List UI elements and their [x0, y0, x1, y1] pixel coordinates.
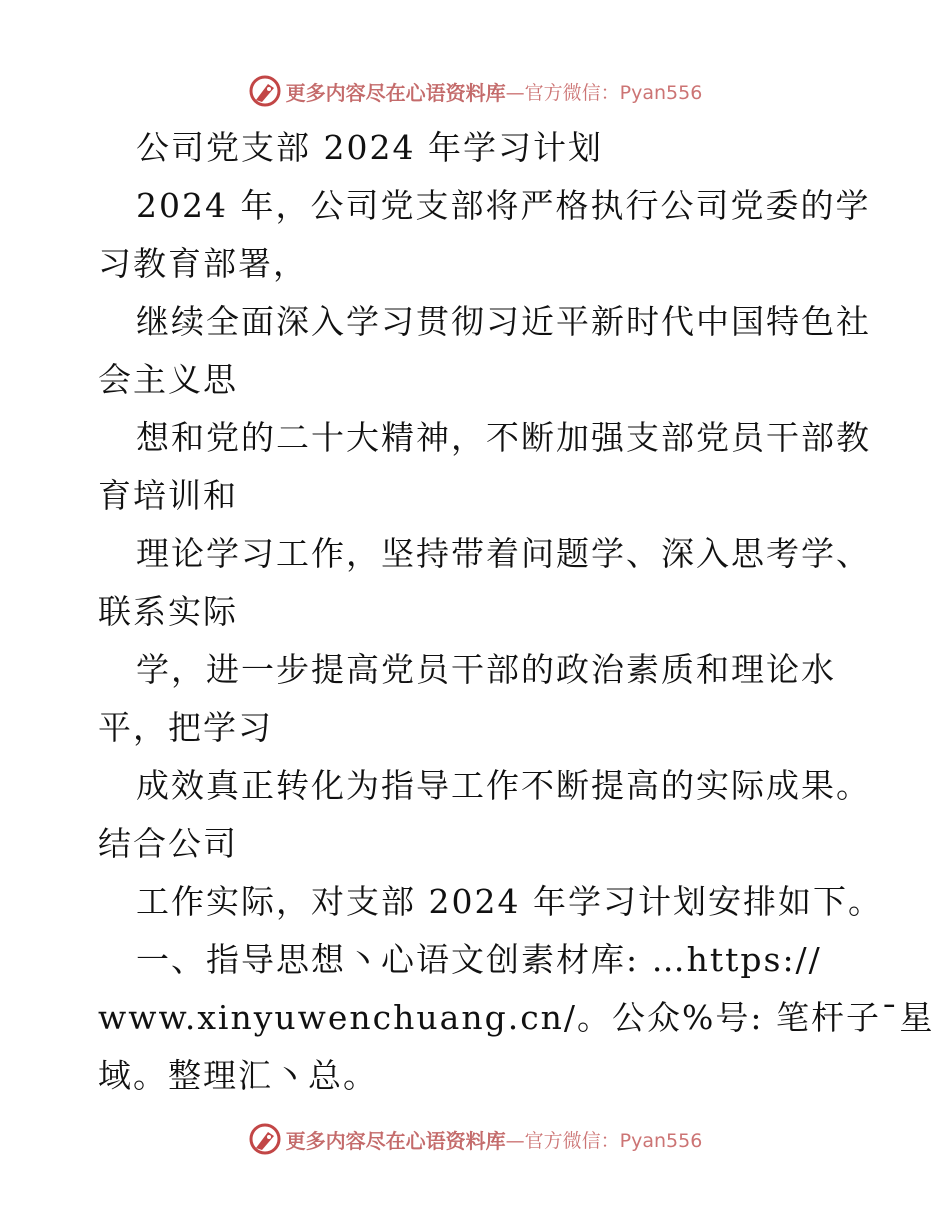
- watermark-text: 更多内容尽在心语资料库: [285, 1128, 506, 1153]
- watermark-contact: —官方微信：Pyan556: [505, 81, 703, 104]
- watermark-text: 更多内容尽在心语资料库: [285, 80, 506, 105]
- paragraph-line: 成效真正转化为指导工作不断提高的实际成果。: [136, 766, 871, 805]
- paragraph-line: www.xinyuwenchuang.cn/。公众%号: 笔杆子¯星: [98, 998, 935, 1037]
- paragraph-line: 习教育部署，: [98, 244, 308, 283]
- pen-nib-logo-icon: [248, 74, 282, 108]
- paragraph-line: 会主义思: [98, 360, 238, 399]
- paragraph-line: 平，把学习: [98, 708, 273, 747]
- pen-nib-logo-icon: [248, 1122, 282, 1156]
- paragraph-line: 想和党的二十大精神，不断加强支部党员干部教: [136, 418, 871, 457]
- paragraph-line: 联系实际: [98, 592, 238, 631]
- section-heading: 一、指导思想丶心语文创素材库: …https://: [136, 940, 822, 979]
- footer-watermark: [0, 1119, 950, 1159]
- paragraph-line: 工作实际，对支部 2024 年学习计划安排如下。: [136, 882, 883, 921]
- paragraph-line: 学，进一步提高党员干部的政治素质和理论水: [136, 650, 836, 689]
- paragraph-line: 继续全面深入学习贯彻习近平新时代中国特色社: [136, 302, 871, 341]
- paragraph-line: 结合公司: [98, 824, 238, 863]
- paragraph-line: 理论学习工作，坚持带着问题学、深入思考学、: [136, 534, 871, 573]
- header-watermark: [0, 71, 950, 111]
- paragraph-line: 2024 年，公司党支部将严格执行公司党委的学: [136, 186, 871, 225]
- paragraph-line: 育培训和: [98, 476, 238, 515]
- watermark-contact: —官方微信：Pyan556: [505, 1129, 703, 1152]
- paragraph-line: 域。整理汇丶总。: [98, 1056, 378, 1095]
- document-title: 公司党支部 2024 年学习计划: [136, 128, 603, 167]
